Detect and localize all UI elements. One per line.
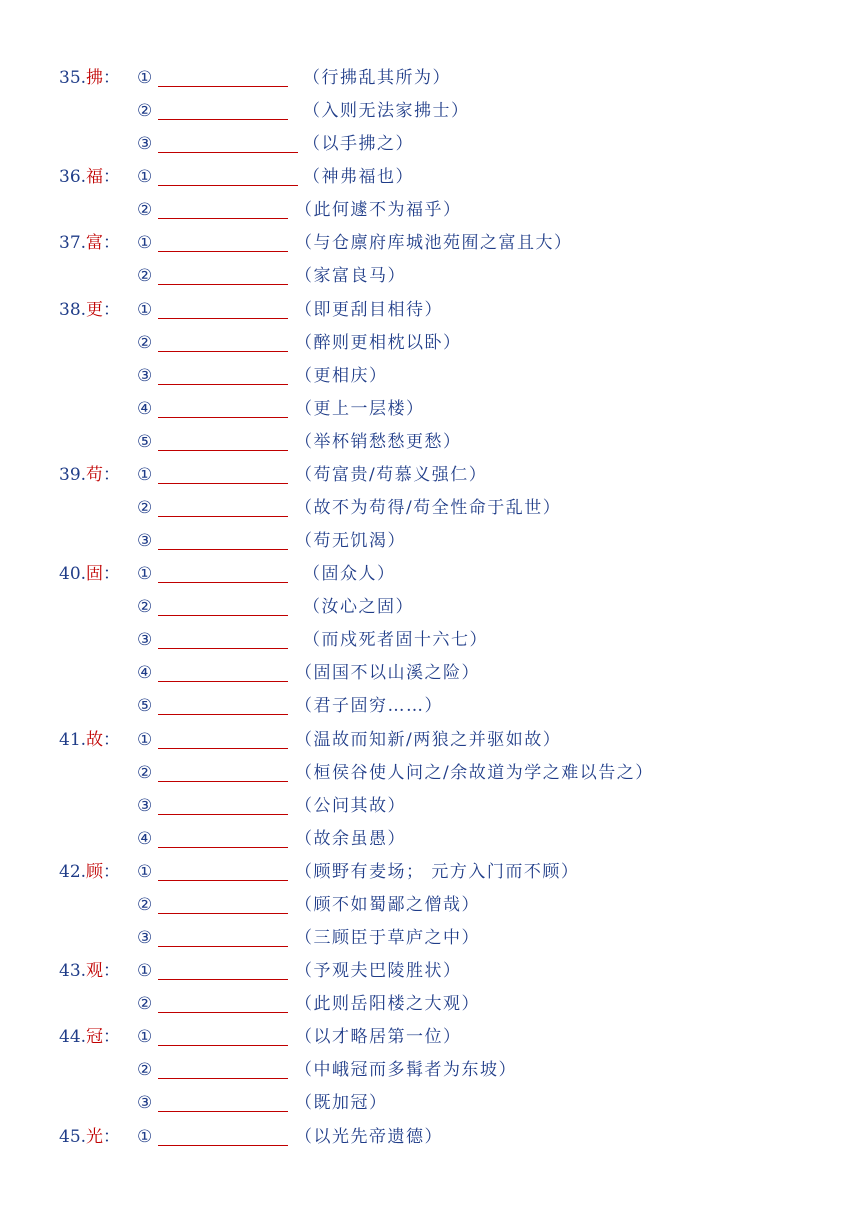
entry-character: 观 [86,961,104,982]
answer-blank[interactable] [158,417,288,418]
entry-row [0,726,860,759]
entry-character: 富 [86,233,104,254]
example-phrase: （苟无饥渴） [295,531,406,552]
answer-blank[interactable] [158,1078,288,1079]
entry-row [0,560,860,593]
answer-blank[interactable] [158,648,288,649]
example-phrase: （汝心之固） [303,597,414,618]
example-phrase: （而戍死者固十六七） [303,630,488,651]
answer-blank[interactable] [158,681,288,682]
answer-blank[interactable] [158,913,288,914]
item-marker: ① [137,167,153,188]
answer-blank[interactable] [158,615,288,616]
item-marker: ② [137,498,153,519]
item-marker: ③ [137,928,153,949]
entry-number: 38. [59,299,87,320]
item-marker: ③ [137,134,153,155]
entry-colon: ： [103,564,121,585]
entry-row [0,296,860,329]
item-marker: ① [137,1126,153,1147]
entry-colon: ： [103,299,121,320]
entry-heading [59,163,120,191]
entry-heading [59,1023,120,1051]
example-phrase: （三顾臣于草庐之中） [295,928,480,949]
entry-colon: ： [103,1027,121,1048]
example-phrase: （既加冠） [295,1093,388,1114]
entry-row [0,593,860,626]
entry-character: 故 [86,729,104,750]
item-marker: ⑤ [137,431,153,452]
example-phrase: （与仓廪府库城池苑囿之富且大） [295,233,573,254]
example-phrase: （醉则更相枕以卧） [295,332,462,353]
example-phrase: （固众人） [303,564,396,585]
item-marker: ① [137,68,153,88]
entry-character: 光 [86,1126,104,1147]
item-marker: ① [137,564,153,585]
answer-blank[interactable] [158,1045,288,1046]
example-phrase: （以才略居第一位） [295,1027,462,1048]
entry-number: 42. [59,861,87,882]
entry-heading [59,957,120,985]
entry-colon: ： [103,861,121,882]
entry-heading [59,229,120,257]
entry-character: 福 [86,167,104,188]
item-marker: ② [137,762,153,783]
entry-row [0,1056,860,1089]
answer-blank[interactable] [158,483,288,484]
example-phrase: （家富良马） [295,266,406,287]
entry-row [0,395,860,428]
example-phrase: （君子固穷……） [295,696,443,717]
example-phrase: （公问其故） [295,795,406,816]
entry-colon: ： [103,464,121,485]
item-marker: ③ [137,531,153,552]
answer-blank[interactable] [158,1145,288,1146]
entry-number: 37. [59,233,87,254]
answer-blank[interactable] [158,1111,288,1112]
entry-row [0,163,860,196]
entry-number: 45. [59,1126,87,1147]
entry-heading [59,1123,120,1151]
item-marker: ④ [137,828,153,849]
example-phrase: （固国不以山溪之险） [295,663,480,684]
entry-number: 41. [59,729,87,750]
answer-blank[interactable] [158,582,288,583]
example-phrase: （温故而知新/两狼之并驱如故） [295,729,562,750]
entry-row [0,990,860,1023]
entry-row [0,626,860,659]
example-phrase: （以手拂之） [303,134,414,155]
example-phrase: （此则岳阳楼之大观） [295,994,480,1015]
item-marker: ② [137,101,153,122]
item-marker: ③ [137,1093,153,1114]
entry-heading [59,461,120,489]
entry-row [0,924,860,957]
entry-row [0,64,860,97]
entry-heading [59,64,120,92]
item-marker: ① [137,464,153,485]
entry-number: 44. [59,1027,87,1048]
example-phrase: （顾野有麦场； 元方入门而不顾） [295,861,580,882]
example-phrase: （苟富贵/苟慕义强仁） [295,464,488,485]
entry-number: 43. [59,961,87,982]
item-marker: ① [137,1027,153,1048]
answer-blank[interactable] [158,814,288,815]
entry-colon: ： [103,729,121,750]
item-marker: ③ [137,630,153,651]
entry-colon: ： [103,167,121,188]
example-phrase: （即更刮目相待） [295,299,443,320]
answer-blank[interactable] [158,119,288,120]
item-marker: ② [137,200,153,221]
answer-blank[interactable] [158,185,298,186]
entry-row [0,1089,860,1122]
item-marker: ④ [137,663,153,684]
example-phrase: （顾不如蜀鄙之僧哉） [295,894,480,915]
answer-blank[interactable] [158,86,288,87]
entry-row [0,97,860,130]
item-marker: ① [137,299,153,320]
answer-blank[interactable] [158,384,288,385]
entry-heading [59,726,120,754]
item-marker: ② [137,266,153,287]
answer-blank[interactable] [158,781,288,782]
entry-row [0,659,860,692]
entry-number: 36. [59,167,87,188]
item-marker: ⑤ [137,696,153,717]
entry-row [0,229,860,262]
entry-row [0,759,860,792]
answer-blank[interactable] [158,880,288,881]
example-phrase: （神弗福也） [303,167,414,188]
example-phrase: （桓侯谷使人问之/余故道为学之难以告之） [295,762,654,783]
item-marker: ① [137,729,153,750]
entry-row [0,527,860,560]
example-phrase: （故不为苟得/苟全性命于乱世） [295,498,562,519]
item-marker: ② [137,994,153,1015]
item-marker: ① [137,961,153,982]
entry-number: 39. [59,464,87,485]
answer-blank[interactable] [158,748,288,749]
example-phrase: （中峨冠而多髯者为东坡） [295,1060,517,1081]
example-phrase: （举杯销愁愁更愁） [295,431,462,452]
entry-row [0,428,860,461]
answer-blank[interactable] [158,847,288,848]
answer-blank[interactable] [158,714,288,715]
answer-blank[interactable] [158,979,288,980]
item-marker: ④ [137,398,153,419]
answer-blank[interactable] [158,284,288,285]
entry-row [0,792,860,825]
entry-row [0,692,860,725]
example-phrase: （更相庆） [295,365,388,386]
entry-row [0,461,860,494]
answer-blank[interactable] [158,946,288,947]
entry-row [0,1123,860,1156]
answer-blank[interactable] [158,251,288,252]
entry-number: 40. [59,564,87,585]
entry-character: 拂 [86,68,104,88]
answer-blank[interactable] [158,516,288,517]
entry-row [0,494,860,527]
entry-row [0,130,860,163]
entry-character: 更 [86,299,104,320]
item-marker: ② [137,332,153,353]
example-phrase: （予观夫巴陵胜状） [295,961,462,982]
entry-row [0,196,860,229]
item-marker: ③ [137,365,153,386]
example-phrase: （以光先帝遗德） [295,1126,443,1147]
answer-blank[interactable] [158,549,288,550]
entry-heading [59,296,120,324]
answer-blank[interactable] [158,152,298,153]
answer-blank[interactable] [158,1012,288,1013]
example-phrase: （入则无法家拂士） [303,101,470,122]
entry-heading [59,560,120,588]
entry-number: 35. [59,68,87,88]
entry-row [0,362,860,395]
entry-character: 固 [86,564,104,585]
entry-row [0,1023,860,1056]
entry-row [0,891,860,924]
item-marker: ① [137,861,153,882]
item-marker: ② [137,894,153,915]
entry-character: 顾 [86,861,104,882]
item-marker: ② [137,597,153,618]
entry-character: 冠 [86,1027,104,1048]
item-marker: ① [137,233,153,254]
entry-colon: ： [103,961,121,982]
answer-blank[interactable] [158,450,288,451]
answer-blank[interactable] [158,218,288,219]
entry-character: 苟 [86,464,104,485]
example-phrase: （更上一层楼） [295,398,425,419]
answer-blank[interactable] [158,351,288,352]
entry-row [0,329,860,362]
item-marker: ③ [137,795,153,816]
item-marker: ② [137,1060,153,1081]
entry-row [0,957,860,990]
entry-heading [59,858,120,886]
example-phrase: （行拂乱其所为） [303,68,451,88]
entry-colon: ： [103,233,121,254]
entry-colon: ： [103,68,121,88]
entry-colon: ： [103,1126,121,1147]
entry-row [0,825,860,858]
example-phrase: （故余虽愚） [295,828,406,849]
example-phrase: （此何遽不为福乎） [295,200,462,221]
entry-row [0,858,860,891]
answer-blank[interactable] [158,318,288,319]
entry-row [0,262,860,295]
